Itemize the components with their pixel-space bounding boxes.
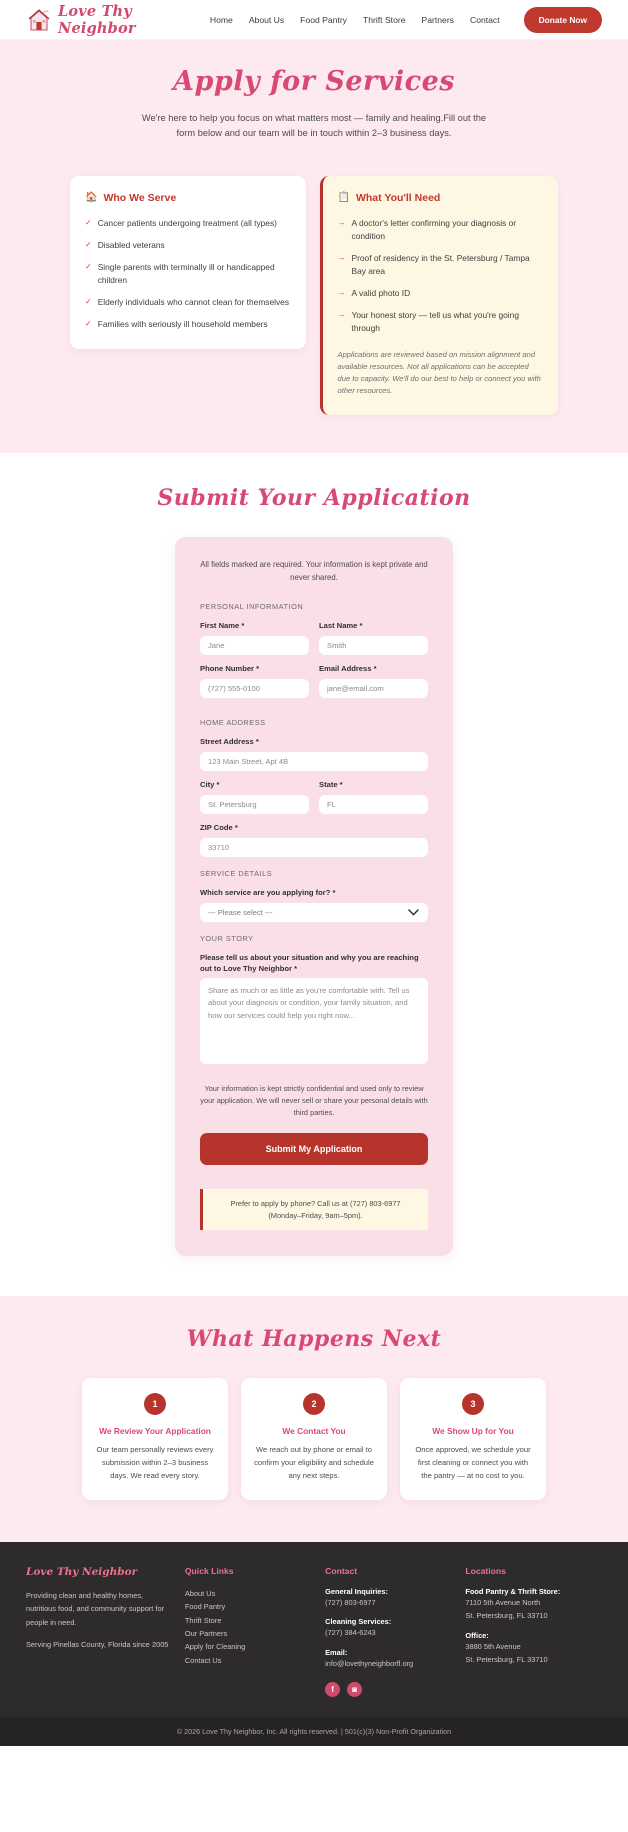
list-item — [85, 296, 291, 309]
footer-location-2-line-2: St. Petersburg, FL 33710 — [465, 1655, 548, 1665]
who-we-serve-title: Who We Serve — [103, 191, 177, 204]
application-form-card — [175, 537, 453, 1256]
section-label-personal: PERSONAL INFORMATION — [200, 602, 304, 612]
check-icon: ✓ — [85, 239, 92, 249]
check-icon: ✓ — [85, 217, 92, 227]
last-name-field-group — [319, 620, 428, 655]
phone-field-group — [200, 663, 309, 698]
form-section-title: Submit Your Application — [157, 485, 471, 512]
first-name-field-group — [200, 620, 309, 655]
email-label: Email Address * — [319, 664, 377, 674]
who-we-serve-list — [85, 217, 291, 331]
footer-locations-column — [465, 1566, 602, 1697]
email-field-group — [319, 663, 428, 698]
phone-input[interactable] — [200, 679, 309, 698]
first-name-label: First Name * — [200, 621, 245, 631]
step-number-badge: 3 — [462, 1393, 484, 1415]
footer-brand-name: Love Thy Neighbor — [26, 1566, 138, 1579]
copyright-bar: © 2026 Love Thy Neighbor, Inc. All rights reserved. | 501(c)(3) Non-Profit Organization — [0, 1717, 628, 1746]
street-address-input[interactable] — [200, 752, 428, 771]
check-icon: ✓ — [85, 318, 92, 328]
nav-link-food-pantry[interactable]: Food Pantry — [300, 14, 347, 25]
contact-row — [200, 663, 428, 706]
list-item — [85, 318, 291, 331]
footer-link-thrift-store[interactable]: Thrift Store — [184, 1615, 222, 1625]
list-item-text: Single parents with terminally ill or handicapped children — [97, 261, 275, 285]
info-cards-row — [0, 176, 628, 454]
hero-section — [0, 40, 628, 176]
arrow-right-icon: → — [337, 217, 346, 227]
who-we-serve-card — [70, 176, 306, 349]
privacy-note: Your information is kept strictly confidential and used only to review your application. We will never sell or share your personal details with third parties. — [200, 1084, 428, 1117]
street-label: Street Address * — [200, 737, 259, 747]
footer-locations-title: Locations — [465, 1566, 506, 1577]
footer-quick-links-title: Quick Links — [184, 1566, 234, 1577]
footer-link-apply-for-cleaning[interactable]: Apply for Cleaning — [184, 1642, 246, 1652]
section-label-address: HOME ADDRESS — [200, 718, 266, 728]
site-footer — [0, 1542, 628, 1717]
list-item-text: Your honest story — tell us what you're going through — [351, 309, 519, 333]
footer-location-1-line-1: 7110 5th Avenue North — [465, 1598, 541, 1608]
story-label: Please tell us about your situation and why you are reaching out to Love Thy Neighbor * — [200, 953, 419, 974]
list-item-text: Cancer patients undergoing treatment (all types) — [97, 217, 277, 228]
list-item — [85, 261, 291, 287]
city-input[interactable] — [200, 795, 309, 814]
service-field-group — [200, 887, 428, 922]
list-item — [338, 217, 544, 243]
footer-general-inquiries-value[interactable]: (727) 803-6977 — [325, 1598, 376, 1608]
list-item — [85, 239, 291, 252]
footer-location-2-label: Office: — [465, 1630, 489, 1640]
footer-location-2-line-1: 3880 5th Avenue — [465, 1641, 521, 1651]
service-label: Which service are you applying for? * — [200, 888, 336, 898]
what-youll-need-list — [338, 217, 544, 335]
footer-location-1-label: Food Pantry & Thrift Store: — [465, 1587, 561, 1597]
nav-link-about-us[interactable]: About Us — [248, 14, 285, 25]
house-logo-icon — [26, 7, 52, 33]
footer-location-1-line-2: St. Petersburg, FL 33710 — [465, 1611, 548, 1621]
clipboard-icon: 📋 — [337, 191, 350, 203]
house-icon: 🏠 — [85, 191, 98, 203]
story-textarea[interactable] — [200, 978, 428, 1064]
step-title: We Review Your Application — [99, 1426, 211, 1437]
step-card-1 — [82, 1378, 228, 1500]
page-title: Apply for Services — [173, 66, 455, 97]
brand-logo[interactable] — [26, 3, 200, 37]
arrow-right-icon: → — [337, 309, 346, 319]
footer-link-our-partners[interactable]: Our Partners — [184, 1629, 228, 1639]
last-name-input[interactable] — [319, 636, 428, 655]
footer-brand-column — [26, 1566, 169, 1697]
city-field-group — [200, 779, 309, 814]
email-input[interactable] — [319, 679, 428, 698]
list-item-text: A valid photo ID — [351, 287, 411, 298]
footer-link-contact-us[interactable]: Contact Us — [184, 1655, 222, 1665]
nav-links — [210, 7, 602, 33]
check-icon: ✓ — [85, 261, 92, 271]
story-field-group — [200, 952, 428, 1069]
step-number-badge: 1 — [144, 1393, 166, 1415]
section-label-story: YOUR STORY — [200, 934, 254, 944]
service-select-wrapper — [200, 902, 428, 922]
footer-link-about-us[interactable]: About Us — [184, 1589, 216, 1599]
arrow-right-icon: → — [337, 287, 346, 297]
state-label: State * — [319, 780, 343, 790]
phone-apply-note: Prefer to apply by phone? Call us at (727) 803-6977 (Monday–Friday, 9am–5pm). — [200, 1189, 428, 1231]
what-happens-next-section — [0, 1296, 628, 1542]
footer-contact-column — [325, 1566, 449, 1697]
zip-code-input[interactable] — [200, 838, 428, 857]
footer-cleaning-services-value[interactable]: (727) 384-6243 — [325, 1628, 376, 1638]
step-number-badge: 2 — [303, 1393, 325, 1415]
application-form-section — [0, 453, 628, 1296]
last-name-label: Last Name * — [319, 621, 363, 631]
steps-row — [0, 1378, 628, 1500]
list-item — [338, 287, 544, 300]
footer-link-food-pantry[interactable]: Food Pantry — [184, 1602, 226, 1612]
list-item-text: Elderly individuals who cannot clean for themselves — [97, 296, 290, 307]
donate-now-button[interactable]: Donate Now — [524, 7, 602, 33]
next-steps-title: What Happens Next — [186, 1326, 442, 1353]
check-icon: ✓ — [85, 296, 92, 306]
submit-application-button[interactable]: Submit My Application — [200, 1133, 428, 1165]
list-item — [338, 309, 544, 335]
footer-social-links — [325, 1682, 449, 1697]
state-input[interactable] — [319, 795, 428, 814]
nav-link-partners[interactable]: Partners — [421, 14, 454, 25]
step-text: Once approved, we schedule your first cleaning or connect you with the pantry — at no cost to you. — [415, 1445, 531, 1480]
step-text: We reach out by phone or email to confirm your eligibility and schedule any next steps. — [254, 1445, 374, 1480]
top-navigation-bar — [0, 0, 628, 40]
step-title: We Contact You — [282, 1426, 346, 1437]
footer-contact-title: Contact — [325, 1566, 358, 1577]
footer-brand-description: Providing clean and healthy homes, nutritious food, and community support for people in need. — [26, 1591, 165, 1627]
list-item-text: A doctor's letter confirming your diagnosis or condition — [351, 217, 517, 241]
city-state-row — [200, 779, 428, 822]
state-field-group — [319, 779, 428, 814]
first-name-input[interactable] — [200, 636, 309, 655]
footer-general-inquiries-label: General Inquiries: — [325, 1587, 388, 1597]
list-item — [85, 217, 291, 230]
application-disclaimer: Applications are reviewed based on mission alignment and available resources. Not all applications can be accepted due to capacity. We'll do our best to help or connect you with other resources. — [337, 349, 541, 396]
list-item-text: Families with seriously ill household members — [97, 318, 268, 329]
zip-field-group — [200, 822, 428, 857]
nav-link-thrift-store[interactable]: Thrift Store — [362, 14, 406, 25]
step-text: Our team personally reviews every submission within 2–3 business days. We read every story. — [96, 1445, 214, 1480]
card-header — [85, 192, 291, 204]
phone-label: Phone Number * — [200, 664, 260, 674]
service-select[interactable] — [200, 903, 428, 922]
instagram-icon[interactable]: ◙ — [347, 1682, 362, 1697]
step-card-3 — [400, 1378, 546, 1500]
footer-brand-description-2: Serving Pinellas County, Florida since 2005 — [26, 1640, 169, 1650]
city-label: City * — [200, 780, 220, 790]
section-label-service: SERVICE DETAILS — [200, 869, 273, 879]
nav-link-contact[interactable]: Contact — [469, 14, 500, 25]
nav-link-home[interactable]: Home — [209, 14, 233, 25]
street-field-group — [200, 736, 428, 771]
card-header — [338, 192, 544, 204]
footer-email-value[interactable]: info@lovethyneighborfl.org — [325, 1658, 414, 1668]
step-card-2 — [241, 1378, 387, 1500]
form-intro-text: All fields marked are required. Your information is kept private and never shared. — [200, 560, 428, 582]
footer-email-label: Email: — [325, 1647, 348, 1657]
name-row — [200, 620, 428, 663]
what-youll-need-card — [320, 176, 559, 416]
hero-subtitle: We're here to help you focus on what matters most — family and healing.Fill out the form below and our team will be in touch within 2–3 business days. — [141, 113, 487, 139]
list-item-text: Proof of residency in the St. Petersburg / Tampa Bay area — [351, 252, 530, 276]
footer-quick-links-column — [185, 1566, 309, 1697]
list-item — [338, 252, 544, 278]
list-item-text: Disabled veterans — [97, 239, 165, 250]
what-youll-need-title: What You'll Need — [355, 191, 441, 204]
zip-label: ZIP Code * — [200, 823, 238, 833]
facebook-icon[interactable]: f — [325, 1682, 340, 1697]
arrow-right-icon: → — [337, 252, 346, 262]
step-title: We Show Up for You — [432, 1426, 514, 1437]
brand-name: Love Thy Neighbor — [58, 2, 136, 37]
footer-cleaning-services-label: Cleaning Services: — [325, 1617, 392, 1627]
